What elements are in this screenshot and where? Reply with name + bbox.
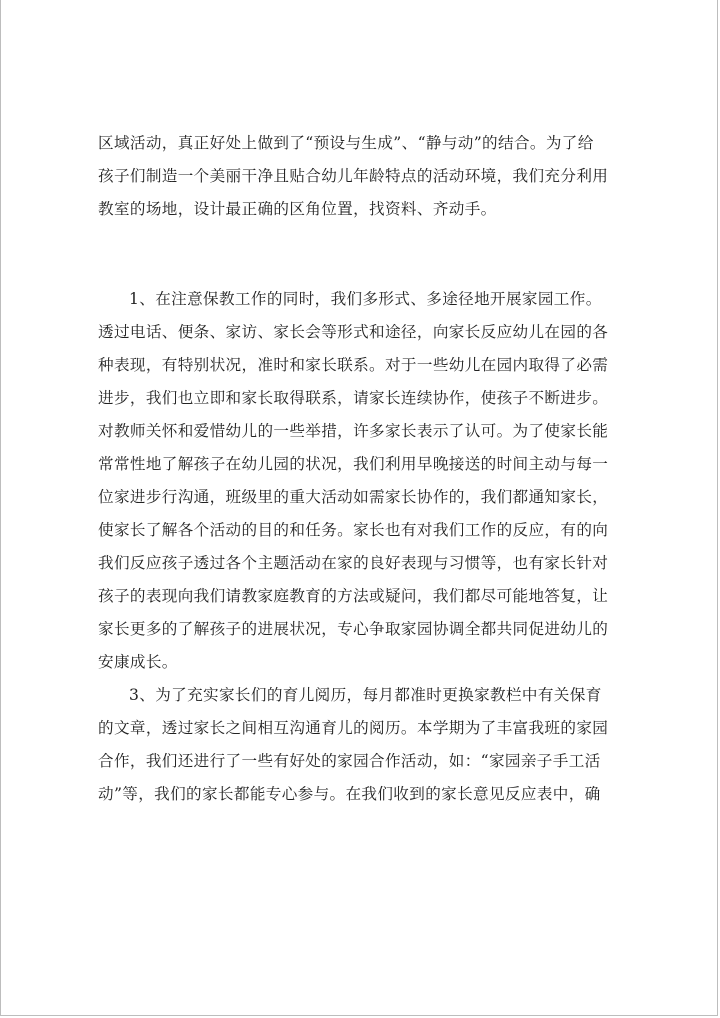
text-line: 动”等，我们的家长都能专心参与。在我们收到的家长意见反应表中，确 xyxy=(98,785,601,803)
text-line: 对教师关怀和爱惜幼儿的一些举措，许多家长表示了认可。为了使家长能 xyxy=(98,422,609,440)
text-line: 家长更多的了解孩子的进展状况，专心争取家园协调全都共同促进幼儿的 xyxy=(98,620,609,638)
document-body xyxy=(98,127,626,811)
text-line: 透过电话、便条、家访、家长会等形式和途径，向家长反应幼儿在园的各 xyxy=(98,323,609,341)
text-line: 3、为了充实家长们的育儿阅历，每月都准时更换家教栏中有关保育 xyxy=(129,686,602,704)
text-line: 安康成长。 xyxy=(98,653,178,671)
text-line: 区域活动，真正好处上做到了“预设与生成”、“静与动”的结合。为了给 xyxy=(98,134,594,152)
text-line: 常常性地了解孩子在幼儿园的状况，我们利用早晚接送的时间主动与每一 xyxy=(98,455,609,473)
paragraph-2 xyxy=(98,283,626,679)
text-line: 孩子们制造一个美丽干净且贴合幼儿年龄特点的活动环境，我们充分利用 xyxy=(98,167,609,185)
paragraph-1 xyxy=(98,127,626,226)
text-line: 的文章，透过家长之间相互沟通育儿的阅历。本学期为了丰富我班的家园 xyxy=(98,719,609,737)
text-line: 教室的场地，设计最正确的区角位置，找资料、齐动手。 xyxy=(98,200,497,218)
paragraph-3 xyxy=(98,679,626,811)
text-line: 种表现，有特别状况，准时和家长联系。对于一些幼儿在园内取得了必需 xyxy=(98,356,609,374)
text-line: 进步，我们也立即和家长取得联系，请家长连续协作，使孩子不断进步。 xyxy=(98,389,609,407)
text-line: 孩子的表现向我们请教家庭教育的方法或疑问，我们都尽可能地答复，让 xyxy=(98,587,609,605)
text-line: 位家进步行沟通，班级里的重大活动如需家长协作的，我们都通知家长， xyxy=(98,488,609,506)
text-line: 合作，我们还进行了一些有好处的家园合作活动，如：“家园亲子手工活 xyxy=(98,752,601,770)
text-line: 1、在注意保教工作的同时，我们多形式、多途径地开展家园工作。 xyxy=(129,290,602,308)
text-line: 使家长了解各个活动的目的和任务。家长也有对我们工作的反应，有的向 xyxy=(98,521,609,539)
text-line: 我们反应孩子透过各个主题活动在家的良好表现与习惯等，也有家长针对 xyxy=(98,554,609,572)
